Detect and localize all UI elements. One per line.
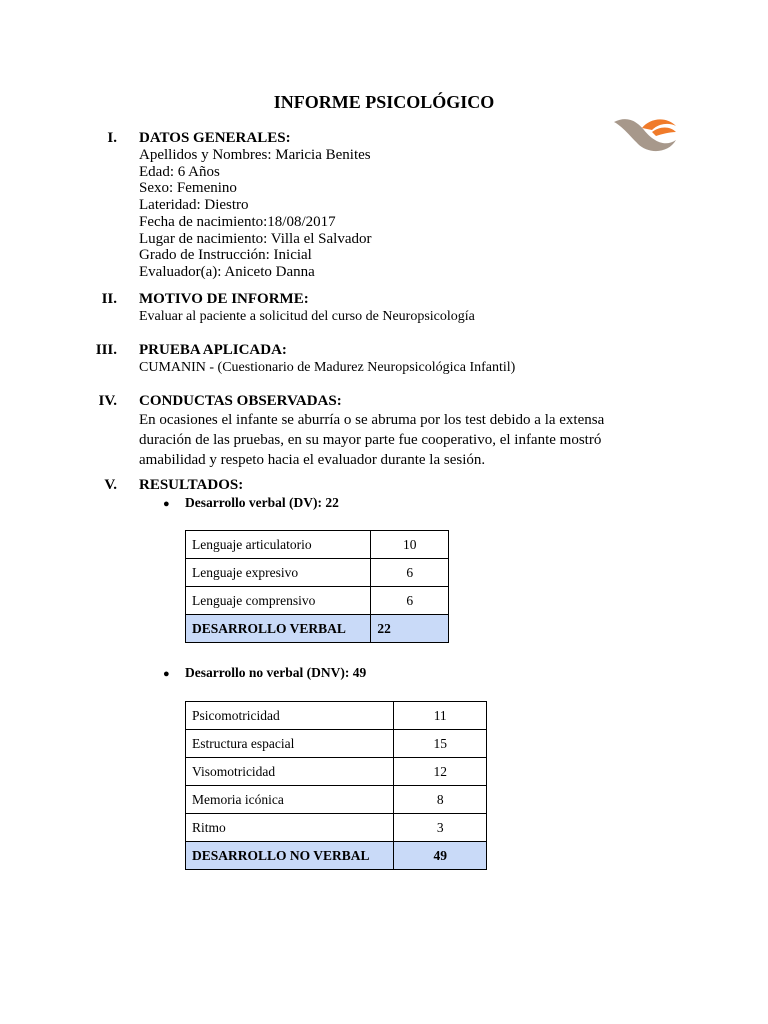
total-label: DESARROLLO VERBAL [186,615,371,643]
datos-line: Edad: 6 Años [139,163,220,180]
bullet-text: Desarrollo verbal (DV): 22 [185,495,339,510]
datos-line: Lugar de nacimiento: Villa el Salvador [139,230,372,247]
table-row [186,587,449,615]
row-value: 15 [394,730,487,758]
row-value: 10 [371,531,449,559]
row-value: 8 [394,786,487,814]
row-label: Lenguaje articulatorio [186,531,371,559]
row-label: Lenguaje expresivo [186,559,371,587]
table-row [186,786,487,814]
total-value: 49 [394,842,487,870]
table-desarrollo-no-verbal [185,701,487,870]
datos-line: Apellidos y Nombres: Maricia Benites [139,147,371,163]
row-value: 6 [371,559,449,587]
row-label: Psicomotricidad [186,702,394,730]
row-value: 12 [394,758,487,786]
table-row [186,531,449,559]
row-value: 3 [394,814,487,842]
table-total-row [186,842,487,870]
section-number: IV. [98,393,117,409]
section-number: II. [101,291,117,307]
total-value: 22 [371,615,449,643]
table-row [186,559,449,587]
section-number: III. [95,342,117,358]
row-label: Ritmo [186,814,394,842]
table-row [186,730,487,758]
datos-line: Grado de Instrucción: Inicial [139,247,312,264]
section-number: I. [107,130,117,146]
row-label: Memoria icónica [186,786,394,814]
section-heading: RESULTADOS: [139,477,244,493]
bullet-desarrollo-no-verbal [163,665,366,681]
row-label: Lenguaje comprensivo [186,587,371,615]
section-heading: MOTIVO DE INFORME: [139,291,309,307]
section-heading: PRUEBA APLICADA: [139,342,287,358]
bullet-dot-icon: ● [163,498,170,510]
table-total-row [186,615,449,643]
total-label: DESARROLLO NO VERBAL [186,842,394,870]
row-value: 6 [371,587,449,615]
bullet-desarrollo-verbal [163,495,339,511]
row-label: Visomotricidad [186,758,394,786]
page-title: INFORME PSICOLÓGICO [273,92,495,112]
bullet-text: Desarrollo no verbal (DNV): 49 [185,665,367,680]
section-number: V. [104,477,117,493]
datos-line: Evaluador(a): Aniceto Danna [139,263,315,280]
row-value: 11 [394,702,487,730]
table-row [186,758,487,786]
datos-line: Fecha de nacimiento:18/08/2017 [139,213,336,230]
conductas-text: En ocasiones el infante se aburría o se abruma por los test debido a la extensa duración de las pruebas, en su mayor parte fue cooperativo, el infante mostró amabilidad y respeto hacia el evaluador durante la sesión. [139,412,605,468]
row-label: Estructura espacial [186,730,394,758]
datos-line: Lateridad: Diestro [139,197,249,214]
section-heading: DATOS GENERALES: [139,130,291,146]
table-row [186,814,487,842]
table-row [186,702,487,730]
motivo-text: Evaluar al paciente a solicitud del curso de Neuropsicología [139,309,475,324]
section-heading: CONDUCTAS OBSERVADAS: [139,393,342,409]
table-desarrollo-verbal [185,530,449,643]
bullet-dot-icon: ● [163,668,170,680]
datos-line: Sexo: Femenino [139,180,237,197]
prueba-text: CUMANIN - (Cuestionario de Madurez Neuropsicológica Infantil) [139,360,516,375]
